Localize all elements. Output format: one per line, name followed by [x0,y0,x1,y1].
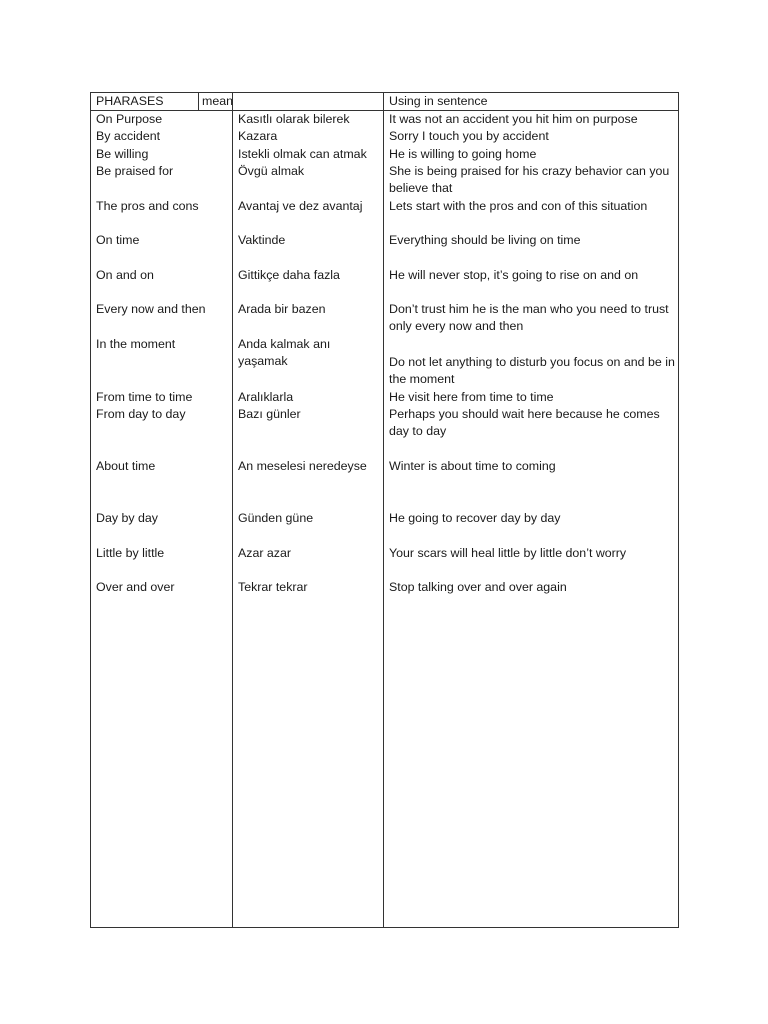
meaning-cell: Günden güne [238,511,314,525]
sentence-cell: He visit here from time to time [389,390,554,404]
column-divider-1 [232,93,233,927]
sentence-cell: Stop talking over and over again [389,580,567,594]
phrase-cell: Over and over [96,580,175,594]
meaning-cell: Aralıklarla [238,390,294,404]
meaning-cell: Tekrar tekrar [238,580,308,594]
sentence-cell: He is willing to going home [389,147,537,161]
sentence-cell: It was not an accident you hit him on purpose [389,112,638,126]
column-divider-2 [383,93,384,927]
phrase-cell: On time [96,233,140,247]
phrase-cell: Be praised for [96,164,174,178]
phrase-cell: From time to time [96,390,193,404]
sentence-cell: Sorry I touch you by accident [389,129,549,143]
sentence-cell: Do not let anything to disturb you focus on and be in the moment [389,355,675,387]
phrases-table [90,92,679,928]
sentence-cell: Everything should be living on time [389,233,581,247]
meaning-cell: Vaktinde [238,233,286,247]
sentence-cell: Your scars will heal little by little don’t worry [389,546,627,560]
phrase-cell: The pros and cons [96,199,199,213]
phrase-cell: Day by day [96,511,158,525]
sentence-cell: Winter is about time to coming [389,459,556,473]
meaning-cell: Övgü almak [238,164,305,178]
meaning-cell: Bazı günler [238,407,301,421]
meaning-cell: Arada bir bazen [238,302,326,316]
phrase-cell: Every now and then [96,302,206,316]
sentence-cell: He going to recover day by day [389,511,561,525]
sentence-cell: He will never stop, it’s going to rise on and on [389,268,639,282]
meaning-cell: An meselesi neredeyse [238,459,367,473]
meaning-cell: Istekli olmak can atmak [238,147,367,161]
phrase-cell: From day to day [96,407,186,421]
header-using-in-sentence: Using in sentence [389,94,488,108]
sentence-cell: Perhaps you should wait here because he comes day to day [389,407,660,439]
header-mean: mean [202,94,233,108]
phrase-cell: On Purpose [96,112,163,126]
sentence-cell: Don’t trust him he is the man who you need to trust only every now and then [389,302,669,334]
phrase-cell: By accident [96,129,161,143]
phrase-cell: In the moment [96,337,176,351]
meaning-cell: Kazara [238,129,278,143]
phrase-cell: About time [96,459,156,473]
meaning-cell: Azar azar [238,546,292,560]
sentence-cell: She is being praised for his crazy behavior can you believe that [389,164,670,196]
phrase-cell: On and on [96,268,154,282]
header-divider [198,93,199,110]
header-phrases: PHARASES [96,94,164,108]
sentence-cell: Lets start with the pros and con of this situation [389,199,648,213]
phrase-cell: Little by little [96,546,165,560]
meaning-cell: Avantaj ve dez avantaj [238,199,363,213]
meaning-cell: Anda kalmak anı yaşamak [238,337,331,369]
phrase-cell: Be willing [96,147,149,161]
meaning-cell: Kasıtlı olarak bilerek [238,112,350,126]
meaning-cell: Gittikçe daha fazla [238,268,340,282]
